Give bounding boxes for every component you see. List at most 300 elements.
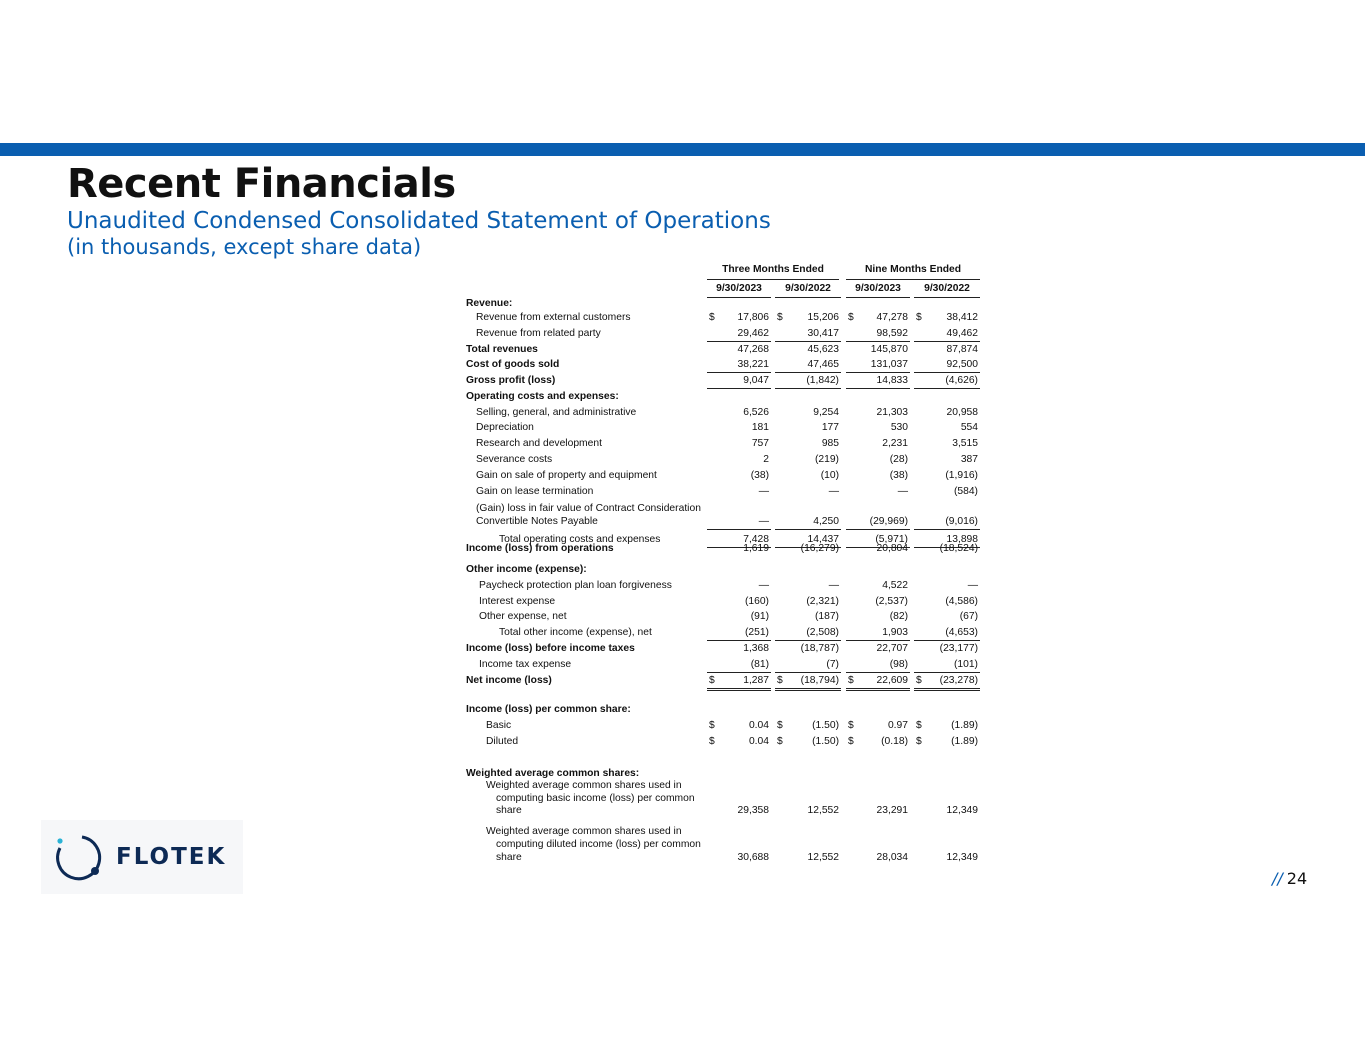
table-cell <box>846 594 910 609</box>
cell-value: 20,958 <box>946 407 978 418</box>
cell-value: (2,537) <box>875 596 908 607</box>
table-cell <box>846 718 910 733</box>
page-number-value: 24 <box>1286 869 1308 888</box>
cell-value: (18,787) <box>800 643 839 654</box>
table-cell <box>846 484 910 499</box>
cell-value: 4,522 <box>882 580 908 591</box>
table-cell <box>775 541 841 556</box>
table-row <box>466 702 980 717</box>
row-label: Income (loss) per common share: <box>466 704 631 715</box>
cell-value: 47,278 <box>876 312 908 323</box>
cell-value: 1,619 <box>743 543 769 554</box>
cell-value: 22,609 <box>876 675 908 686</box>
table-row <box>466 657 980 672</box>
table-row <box>466 405 980 420</box>
row-label: Weighted average common shares used in <box>486 780 682 791</box>
table-cell <box>707 436 771 451</box>
table-cell <box>707 420 771 435</box>
cell-value: (219) <box>814 454 839 465</box>
cell-value: 21,303 <box>876 407 908 418</box>
row-label: Total operating costs and expenses <box>499 534 661 545</box>
cell-value: 14,437 <box>807 534 839 545</box>
table-cell <box>775 803 841 818</box>
table-cell <box>914 326 980 342</box>
table-row <box>466 673 980 688</box>
table-row <box>466 718 980 733</box>
table-cell <box>914 803 980 818</box>
table-cell <box>914 373 980 389</box>
cell-value: 30,688 <box>737 852 769 863</box>
row-label: (Gain) loss in fair value of Contract Consideration <box>476 503 701 514</box>
table-cell <box>775 436 841 451</box>
table-row <box>466 436 980 451</box>
row-label: Gain on sale of property and equipment <box>476 470 657 481</box>
row-label: Income tax expense <box>479 659 572 670</box>
cell-value: 38,412 <box>946 312 978 323</box>
cell-value: 49,462 <box>946 328 978 339</box>
table-cell <box>775 310 841 325</box>
cell-value: 131,037 <box>870 359 908 370</box>
table-cell <box>775 389 841 404</box>
table-cell <box>775 452 841 467</box>
cell-value: 47,465 <box>807 359 839 370</box>
column-header: 9/30/2023 <box>846 281 910 298</box>
table-row <box>466 373 980 388</box>
cell-value: 2,231 <box>882 438 908 449</box>
cell-value: (18,794) <box>800 675 839 686</box>
table-row <box>466 389 980 404</box>
cell-value: (23,177) <box>939 643 978 654</box>
table-cell <box>914 342 980 357</box>
flotek-orbit-icon <box>52 832 104 884</box>
table-cell <box>914 389 980 404</box>
table-cell <box>775 609 841 624</box>
column-header: 9/30/2023 <box>707 281 771 298</box>
row-label: Operating costs and expenses: <box>466 391 619 402</box>
table-cell <box>914 514 980 530</box>
dollar-sign: $ <box>709 736 715 747</box>
table-cell <box>775 357 841 373</box>
table-cell <box>775 373 841 389</box>
row-label: Paycheck protection plan loan forgiveness <box>479 580 672 591</box>
table-cell <box>707 734 771 749</box>
dollar-sign: $ <box>916 720 922 731</box>
row-label: Gross profit (loss) <box>466 375 556 386</box>
table-cell <box>775 296 841 311</box>
cell-value: 12,349 <box>946 852 978 863</box>
row-label: Other income (expense): <box>466 564 587 575</box>
logo-wordmark: FLOTEK <box>116 844 227 870</box>
dollar-sign: $ <box>777 312 783 323</box>
row-label: Revenue from related party <box>476 328 601 339</box>
table-cell <box>775 405 841 420</box>
table-cell <box>914 641 980 656</box>
table-row <box>466 514 980 529</box>
cell-value: (1.89) <box>951 720 978 731</box>
cell-value: (2,508) <box>806 627 839 638</box>
table-cell <box>846 850 910 865</box>
table-cell <box>846 562 910 577</box>
row-label: share <box>496 852 522 863</box>
table-cell <box>914 468 980 483</box>
table-cell <box>846 310 910 325</box>
table-cell <box>775 718 841 733</box>
table-cell <box>707 357 771 373</box>
cell-value: 1,903 <box>882 627 908 638</box>
cell-value: (584) <box>953 486 978 497</box>
column-header: 9/30/2022 <box>775 281 841 298</box>
table-cell <box>846 734 910 749</box>
cell-value: (38) <box>750 470 769 481</box>
table-cell <box>775 326 841 342</box>
table-cell <box>775 420 841 435</box>
table-cell <box>775 641 841 656</box>
cell-value: (10) <box>820 470 839 481</box>
cell-value: — <box>828 486 839 497</box>
table-cell <box>914 296 980 311</box>
table-row <box>466 342 980 357</box>
table-cell <box>707 625 771 641</box>
row-label: Income (loss) before income taxes <box>466 643 635 654</box>
table-row <box>466 468 980 483</box>
table-cell <box>707 702 771 717</box>
dollar-sign: $ <box>848 736 854 747</box>
cell-value: 181 <box>751 422 769 433</box>
row-label: Selling, general, and administrative <box>476 407 637 418</box>
cell-value: (98) <box>889 659 908 670</box>
row-label: Income (loss) from operations <box>466 543 614 554</box>
cell-value: (1.50) <box>812 720 839 731</box>
cell-value: 30,417 <box>807 328 839 339</box>
dollar-sign: $ <box>848 312 854 323</box>
cell-value: 12,552 <box>807 805 839 816</box>
table-cell <box>846 541 910 556</box>
table-cell <box>775 625 841 641</box>
cell-value: 13,898 <box>946 534 978 545</box>
row-label: Interest expense <box>479 596 556 607</box>
row-label: Diluted <box>486 736 519 747</box>
table-row <box>466 625 980 640</box>
cell-value: — <box>828 580 839 591</box>
cell-value: 17,806 <box>737 312 769 323</box>
table-cell <box>775 594 841 609</box>
table-cell <box>775 562 841 577</box>
cell-value: (2,321) <box>806 596 839 607</box>
cell-value: 29,462 <box>737 328 769 339</box>
table-cell <box>846 641 910 656</box>
table-cell <box>914 436 980 451</box>
table-row <box>466 296 980 311</box>
table-row <box>466 850 980 865</box>
table-cell <box>707 326 771 342</box>
cell-value: (38) <box>889 470 908 481</box>
group-header-three-months: Three Months Ended <box>707 262 839 280</box>
cell-value: (18,524) <box>939 543 978 554</box>
cell-value: 3,515 <box>952 438 978 449</box>
cell-value: 554 <box>960 422 978 433</box>
cell-value: — <box>897 486 908 497</box>
row-label: Research and development <box>476 438 602 449</box>
table-cell <box>846 803 910 818</box>
dollar-sign: $ <box>777 675 783 686</box>
cell-value: (251) <box>744 627 769 638</box>
cell-value: (67) <box>959 611 978 622</box>
table-cell <box>914 541 980 556</box>
row-label: computing diluted income (loss) per common <box>496 839 701 850</box>
cell-value: 22,707 <box>876 643 908 654</box>
table-cell <box>775 578 841 593</box>
table-cell <box>707 850 771 865</box>
table-cell <box>846 702 910 717</box>
row-label: Cost of goods sold <box>466 359 560 370</box>
table-cell <box>914 578 980 593</box>
table-row <box>466 734 980 749</box>
table-cell <box>846 296 910 311</box>
table-cell <box>707 641 771 656</box>
cell-value: (9,016) <box>945 516 978 527</box>
dollar-sign: $ <box>848 675 854 686</box>
table-cell <box>707 514 771 530</box>
cell-value: (1.89) <box>951 736 978 747</box>
cell-value: 23,291 <box>876 805 908 816</box>
dollar-sign: $ <box>709 720 715 731</box>
table-cell <box>846 578 910 593</box>
cell-value: (1,916) <box>945 470 978 481</box>
table-cell <box>707 389 771 404</box>
table-cell <box>707 452 771 467</box>
cell-value: 757 <box>751 438 769 449</box>
table-cell <box>914 420 980 435</box>
table-cell <box>846 405 910 420</box>
row-label: Net income (loss) <box>466 675 552 686</box>
table-cell <box>914 702 980 717</box>
table-cell <box>707 594 771 609</box>
table-cell <box>707 673 771 691</box>
cell-value: 14,833 <box>876 375 908 386</box>
row-label: computing basic income (loss) per common <box>496 793 695 804</box>
row-label: Weighted average common shares: <box>466 768 640 779</box>
top-accent-bar <box>0 143 1365 156</box>
table-cell <box>707 718 771 733</box>
table-cell <box>914 310 980 325</box>
table-cell <box>707 657 771 673</box>
cell-value: (187) <box>814 611 839 622</box>
page-title: Recent Financials <box>67 161 456 207</box>
cell-value: 145,870 <box>870 344 908 355</box>
table-row <box>466 326 980 341</box>
cell-value: 6,526 <box>743 407 769 418</box>
cell-value: 12,349 <box>946 805 978 816</box>
cell-value: 4,250 <box>813 516 839 527</box>
cell-value: 38,221 <box>737 359 769 370</box>
table-cell <box>775 673 841 691</box>
row-label: Depreciation <box>476 422 534 433</box>
cell-value: (4,653) <box>945 627 978 638</box>
table-cell <box>846 609 910 624</box>
table-cell <box>707 578 771 593</box>
dollar-sign: $ <box>777 720 783 731</box>
table-cell <box>775 484 841 499</box>
table-cell <box>707 609 771 624</box>
table-row <box>466 609 980 624</box>
table-row <box>466 641 980 656</box>
table-row <box>466 452 980 467</box>
page-subtitle-units: (in thousands, except share data) <box>67 235 422 259</box>
table-cell <box>914 357 980 373</box>
row-label: Weighted average common shares used in <box>486 826 682 837</box>
table-cell <box>775 342 841 357</box>
cell-value: 9,047 <box>743 375 769 386</box>
table-cell <box>775 702 841 717</box>
dollar-sign: $ <box>777 736 783 747</box>
table-cell <box>914 625 980 641</box>
group-header-nine-months: Nine Months Ended <box>846 262 980 280</box>
cell-value: (28) <box>889 454 908 465</box>
dollar-sign: $ <box>709 675 715 686</box>
table-cell <box>914 594 980 609</box>
table-cell <box>775 850 841 865</box>
table-cell <box>775 734 841 749</box>
table-cell <box>846 373 910 389</box>
cell-value: 177 <box>821 422 839 433</box>
table-row <box>466 420 980 435</box>
table-cell <box>846 342 910 357</box>
table-cell <box>707 484 771 499</box>
cell-value: (5,971) <box>875 534 908 545</box>
dollar-sign: $ <box>916 675 922 686</box>
table-cell <box>914 734 980 749</box>
cell-value: (4,586) <box>945 596 978 607</box>
row-label: Convertible Notes Payable <box>476 516 598 527</box>
table-cell <box>846 436 910 451</box>
table-cell <box>914 562 980 577</box>
cell-value: 0.04 <box>748 720 769 731</box>
cell-value: (81) <box>750 659 769 670</box>
column-header: 9/30/2022 <box>914 281 980 298</box>
cell-value: (91) <box>750 611 769 622</box>
table-cell <box>846 468 910 483</box>
cell-value: 985 <box>821 438 839 449</box>
table-row <box>466 578 980 593</box>
table-cell <box>775 468 841 483</box>
cell-value: 2 <box>763 454 769 465</box>
cell-value: (160) <box>744 596 769 607</box>
cell-value: (4,626) <box>945 375 978 386</box>
cell-value: 1,287 <box>743 675 769 686</box>
cell-value: 7,428 <box>743 534 769 545</box>
cell-value: 1,368 <box>743 643 769 654</box>
table-cell <box>914 850 980 865</box>
cell-value: 9,254 <box>813 407 839 418</box>
table-cell <box>707 541 771 556</box>
cell-value: 45,623 <box>807 344 839 355</box>
table-cell <box>707 342 771 357</box>
row-label: Basic <box>486 720 512 731</box>
cell-value: 20,804 <box>876 543 908 554</box>
table-cell <box>846 389 910 404</box>
table-cell <box>846 673 910 691</box>
table-row <box>466 484 980 499</box>
cell-value: 387 <box>960 454 978 465</box>
table-cell <box>846 625 910 641</box>
cell-value: 15,206 <box>807 312 839 323</box>
cell-value: 92,500 <box>946 359 978 370</box>
table-cell <box>914 405 980 420</box>
table-cell <box>846 357 910 373</box>
cell-value: (1,842) <box>806 375 839 386</box>
row-label: Other expense, net <box>479 611 567 622</box>
row-label: share <box>496 805 522 816</box>
cell-value: 47,268 <box>737 344 769 355</box>
table-cell <box>775 514 841 530</box>
table-cell <box>914 609 980 624</box>
table-row <box>466 357 980 372</box>
cell-value: (29,969) <box>869 516 908 527</box>
cell-value: — <box>758 486 769 497</box>
row-label: Revenue from external customers <box>476 312 631 323</box>
table-row <box>466 541 980 556</box>
table-cell <box>707 468 771 483</box>
row-label: Gain on lease termination <box>476 486 594 497</box>
dollar-sign: $ <box>916 312 922 323</box>
cell-value: 28,034 <box>876 852 908 863</box>
table-cell <box>846 326 910 342</box>
cell-value: 12,552 <box>807 852 839 863</box>
table-cell <box>707 405 771 420</box>
table-row <box>466 310 980 325</box>
cell-value: (82) <box>889 611 908 622</box>
cell-value: 530 <box>890 422 908 433</box>
cell-value: 0.97 <box>887 720 908 731</box>
row-label: Total revenues <box>466 344 538 355</box>
cell-value: 98,592 <box>876 328 908 339</box>
cell-value: — <box>758 516 769 527</box>
table-row <box>466 562 980 577</box>
table-cell <box>846 452 910 467</box>
dollar-sign: $ <box>709 312 715 323</box>
cell-value: (101) <box>953 659 978 670</box>
table-cell <box>846 420 910 435</box>
table-row <box>466 803 980 818</box>
table-row <box>466 594 980 609</box>
table-cell <box>775 657 841 673</box>
cell-value: — <box>967 580 978 591</box>
cell-value: (23,278) <box>939 675 978 686</box>
table-cell <box>846 514 910 530</box>
cell-value: (7) <box>826 659 839 670</box>
table-cell <box>846 657 910 673</box>
table-cell <box>707 296 771 311</box>
page-subtitle: Unaudited Condensed Consolidated Statement of Operations <box>67 208 771 234</box>
company-logo <box>41 820 243 894</box>
cell-value: 0.04 <box>748 736 769 747</box>
table-cell <box>707 373 771 389</box>
row-label: Total other income (expense), net <box>499 627 652 638</box>
cell-value: (1.50) <box>812 736 839 747</box>
table-cell <box>914 657 980 673</box>
dollar-sign: $ <box>848 720 854 731</box>
row-label: Revenue: <box>466 298 513 309</box>
table-cell <box>914 484 980 499</box>
table-cell <box>707 310 771 325</box>
cell-value: (16,279) <box>800 543 839 554</box>
cell-value: 87,874 <box>946 344 978 355</box>
cell-value: (0.18) <box>881 736 908 747</box>
table-cell <box>914 718 980 733</box>
cell-value: 29,358 <box>737 805 769 816</box>
dollar-sign: $ <box>916 736 922 747</box>
row-label: Severance costs <box>476 454 553 465</box>
